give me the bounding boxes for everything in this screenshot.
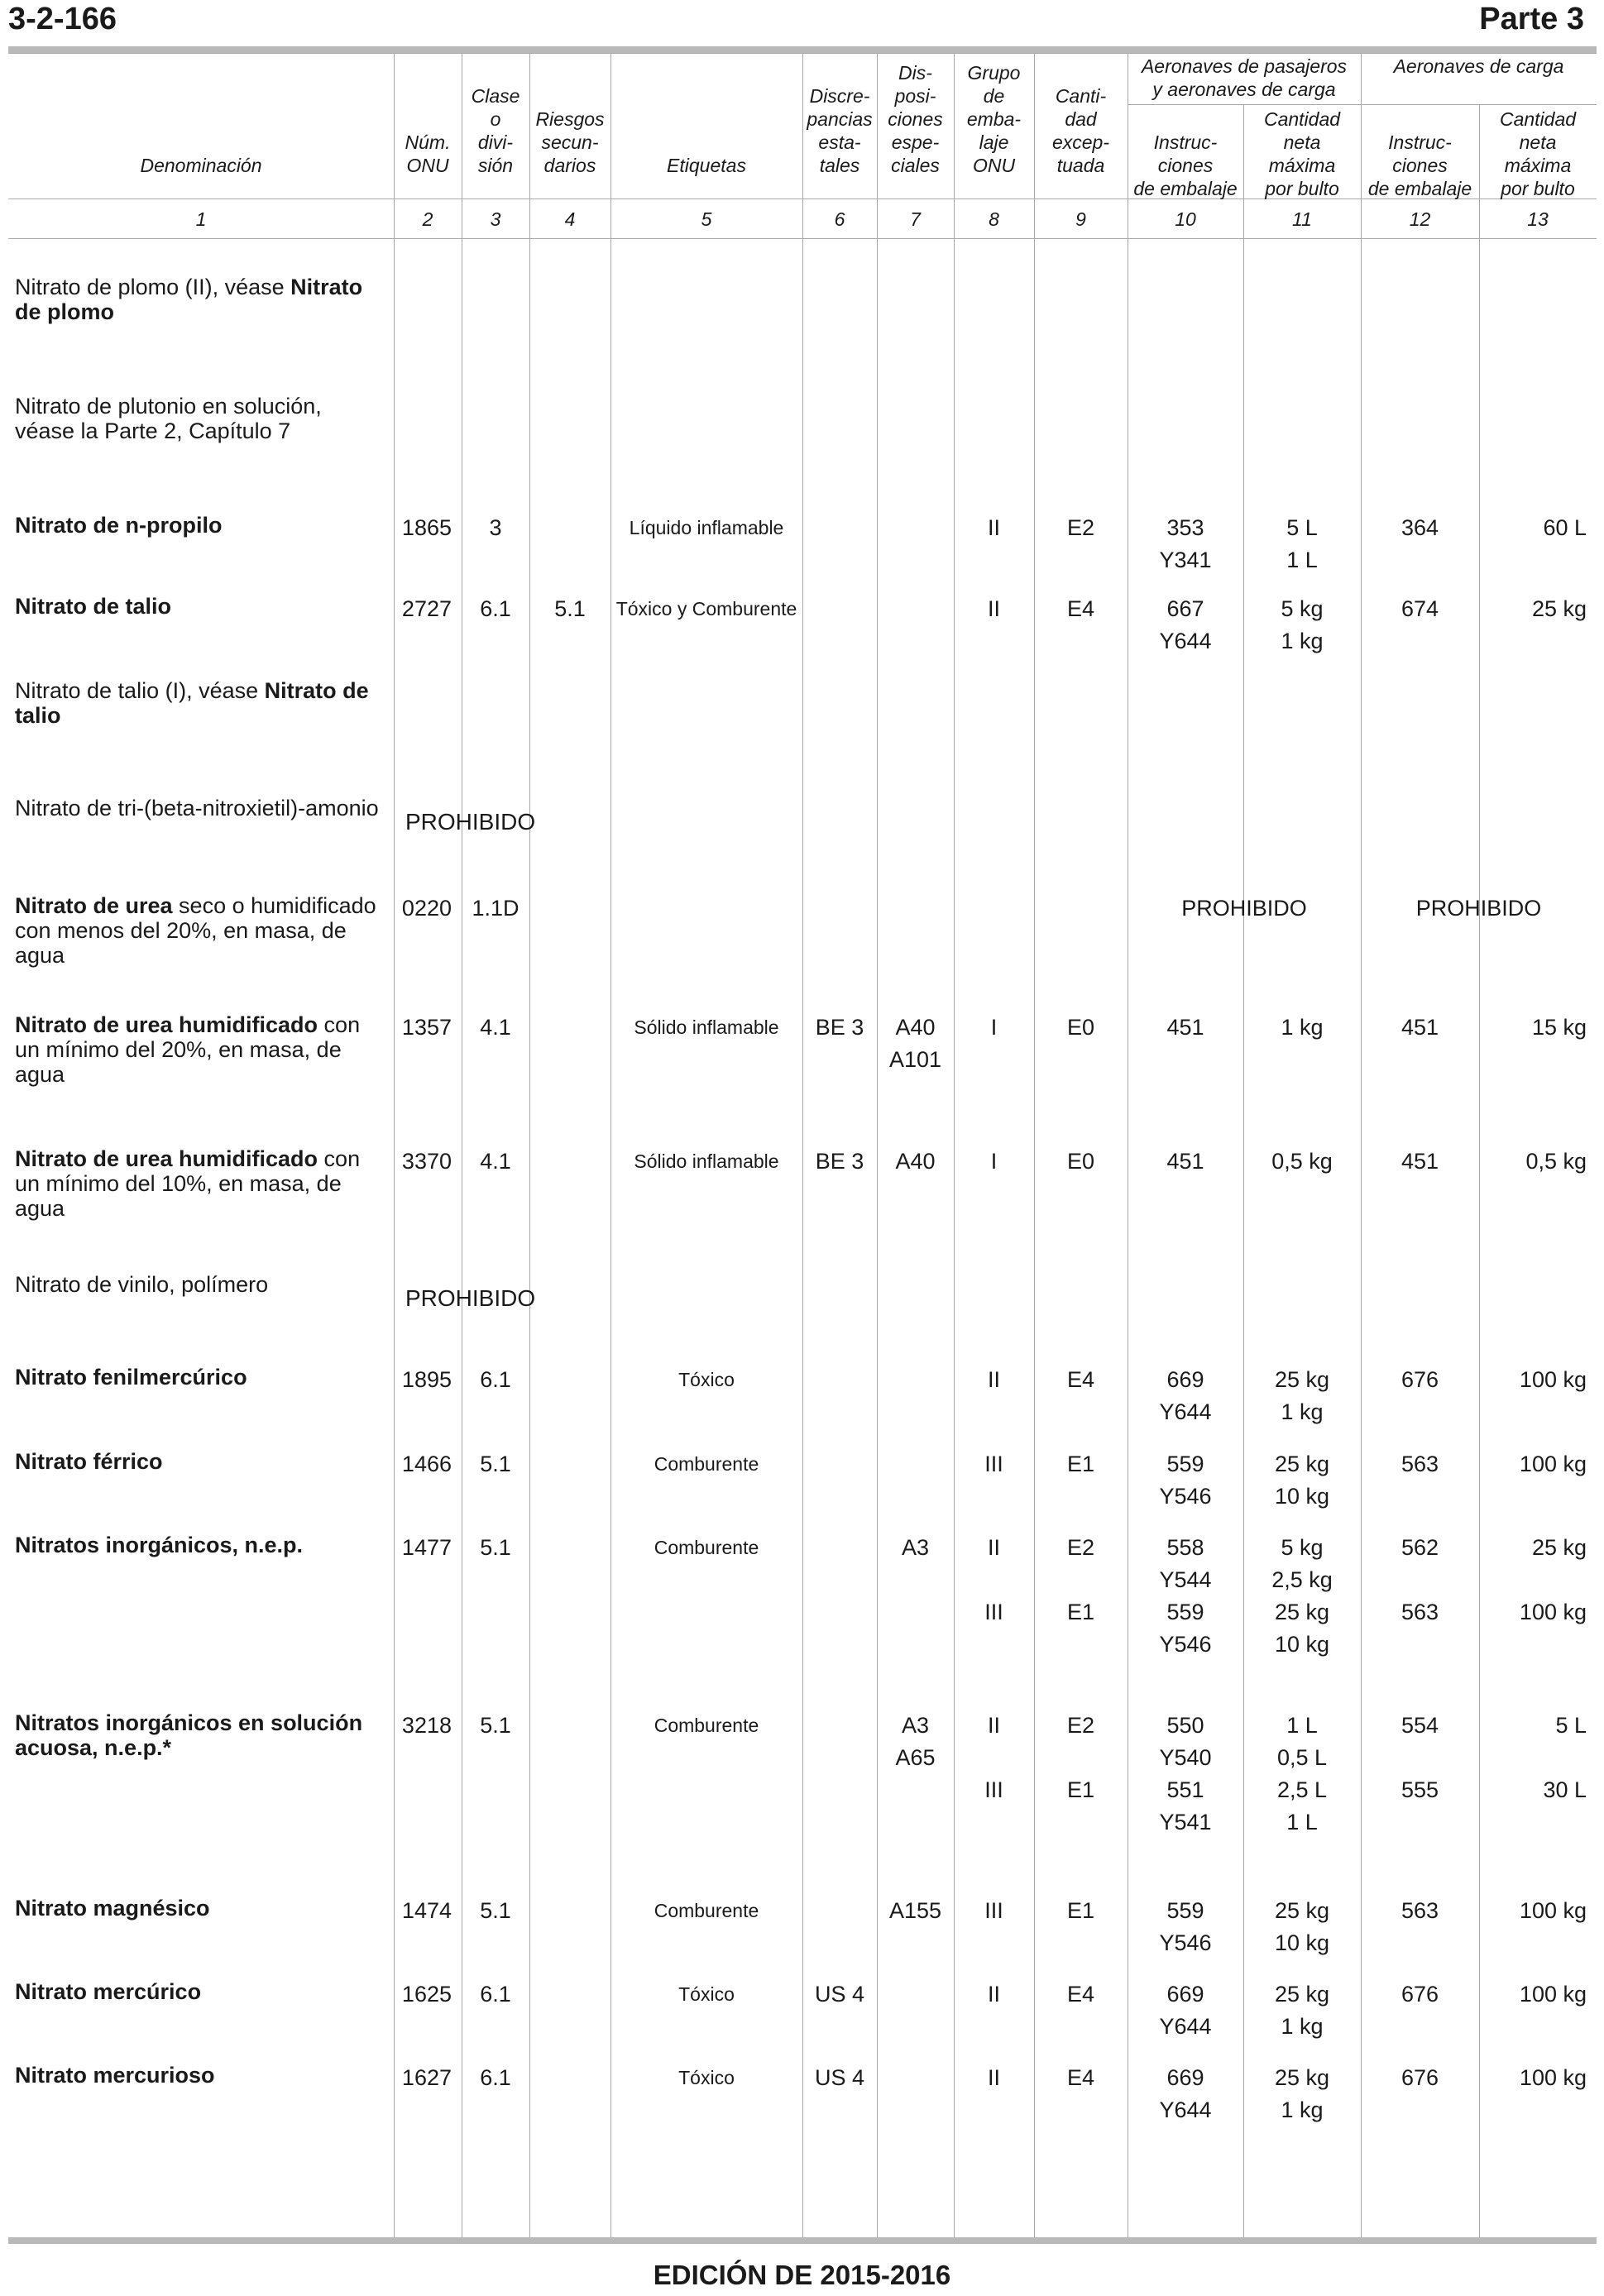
un-number: 1625 [401,1982,452,2007]
cargo-packing-instruction: 451 [1401,1015,1439,1040]
special-provision: A40 [895,1015,936,1040]
un-number: 2727 [401,596,452,621]
pax-packing-instruction: Y544 [1159,1567,1212,1592]
header-aeronaves-pasajeros-line: y aeronaves de carga [1152,79,1336,100]
hazard-label: Tóxico [678,1369,735,1390]
subsidiary-risk: 5.1 [554,596,586,621]
hazard-label: Sólido inflamable [634,1150,779,1172]
state-variation: BE 3 [815,1149,864,1174]
header-riesgos [529,108,610,177]
hazard-label: Sólido inflamable [634,1016,779,1038]
excepted-quantity: E4 [1066,1367,1095,1392]
hazard-label: Comburente [654,1537,759,1558]
packing-group: III [984,1898,1003,1923]
un-number: 3218 [401,1713,452,1738]
substance-name-bold: Nitrato de n-propilo [15,513,223,538]
pax-max-quantity: 1 kg [1281,2097,1324,2122]
substance-name-bold: Nitratos inorgánicos en solución acuosa, n.e.p.* [15,1710,363,1760]
class-division: 6.1 [480,596,511,621]
excepted-quantity: E0 [1066,1149,1095,1174]
substance-name [15,1272,383,1297]
pax-max-quantity: 10 kg [1274,1930,1330,1955]
header-instrucciones-cargo [1361,131,1479,200]
substance-name-bold: Nitrato de urea humidificado [15,1012,318,1037]
header-instrucciones-pax-line: Instruc- [1153,132,1218,153]
header-cantidad-cargo [1479,108,1597,200]
pax-packing-instruction: 559 [1166,1898,1204,1923]
packing-group: I [990,1149,998,1174]
substance-name [15,1979,383,2004]
pax-packing-instruction: 669 [1166,1982,1204,2007]
header-riesgos-line: Riesgos [535,108,605,130]
header-num-onu-line: ONU [406,155,449,176]
cargo-packing-instruction: 676 [1401,1982,1439,2007]
pax-packing-instruction: Y546 [1159,1484,1212,1509]
header-cantidad-exceptuada-line: excep- [1051,132,1110,153]
pax-packing-instruction: Y644 [1159,2097,1212,2122]
header-instrucciones-cargo-line: Instruc- [1388,132,1452,153]
header-instrucciones-pax [1128,131,1243,200]
cargo-packing-instruction: 562 [1401,1535,1439,1560]
pax-packing-instruction: Y541 [1159,1810,1212,1834]
header-cantidad-cargo-line: máxima [1504,155,1572,176]
bottom-rule [8,2237,1597,2244]
class-division: 4.1 [480,1015,511,1040]
substance-name-text: con un mínimo del 20%, en masa, de agua [15,1012,361,1087]
state-variation: US 4 [814,1982,865,2007]
pax-packing-instruction: 559 [1166,1600,1204,1624]
substance-name [15,513,383,538]
un-number: 1474 [401,1898,452,1923]
packing-group: II [987,2065,1000,2090]
substance-name-text: Nitrato de plutonio en solución, véase la Parte 2, Capítulo 7 [15,394,322,443]
class-division: 6.1 [480,1982,511,2007]
excepted-quantity: E2 [1066,1535,1095,1560]
cargo-max-quantity: 100 kg [1519,1452,1587,1476]
substance-name-bold: Nitrato férrico [15,1449,163,1474]
cargo-max-quantity: 0,5 kg [1525,1149,1587,1174]
substance-name-bold: Nitrato fenilmercúrico [15,1365,247,1390]
header-etiquetas-line: Etiquetas [667,155,746,176]
group-header-rule [1128,104,1597,105]
pax-max-quantity: 1 L [1286,548,1318,572]
class-division: 5.1 [480,1898,511,1923]
state-variation: BE 3 [815,1015,864,1040]
hazard-label: Tóxico y Comburente [615,598,797,619]
header-discrepancias-line: esta- [818,132,861,153]
hazard-label: Comburente [654,1715,759,1736]
substance-name-bold: Nitrato mercurioso [15,2063,215,2088]
class-division: 3 [489,515,502,540]
substance-name-text: seco o humidificado con menos del 20%, en masa, de agua [15,893,376,968]
cargo-packing-instruction: 555 [1401,1777,1439,1802]
pax-packing-instruction: 559 [1166,1452,1204,1476]
column-number: 9 [1075,208,1086,230]
class-division: 5.1 [480,1535,511,1560]
header-cantidad-pax-line: máxima [1268,155,1336,176]
cargo-packing-instruction: 674 [1401,596,1439,621]
substance-name [15,2063,383,2088]
header-discrepancias-line: tales [819,155,860,176]
header-cantidad-exceptuada-line: tuada [1056,155,1105,176]
header-disposiciones-line: posi- [894,85,936,107]
pax-max-quantity: 25 kg [1274,1600,1330,1624]
header-cantidad-pax-line: neta [1283,132,1321,153]
special-provision: A3 [901,1713,930,1738]
header-clase-line: sión [477,155,514,176]
hazard-label: Líquido inflamable [629,517,784,538]
substance-name [15,275,383,324]
header-aeronaves-carga-line: Aeronaves de carga [1393,55,1564,77]
substance-name-bold: Nitrato mercúrico [15,1979,202,2004]
substance-name-bold: Nitrato de urea humidificado [15,1146,318,1171]
cargo-max-quantity: 100 kg [1519,1367,1587,1392]
pax-max-quantity: 2,5 kg [1271,1567,1333,1592]
substance-name-text: Nitrato de tri-(beta-nitroxietil)-amonio [15,796,379,820]
cargo-packing-instruction: 676 [1401,1367,1439,1392]
header-denominacion [8,154,394,177]
column-divider [802,53,803,2237]
pax-packing-instruction: 353 [1166,515,1204,540]
cargo-packing-instruction: 451 [1401,1149,1439,1174]
pax-packing-instruction: 551 [1166,1777,1204,1802]
excepted-quantity: E4 [1066,2065,1095,2090]
un-number: 1357 [401,1015,452,1040]
cargo-max-quantity: 100 kg [1519,1898,1587,1923]
header-cantidad-cargo-line: Cantidad [1499,108,1577,130]
cargo-packing-instruction: 563 [1401,1898,1439,1923]
un-number: 3370 [401,1149,452,1174]
header-grupo-embalaje-line: ONU [972,155,1016,176]
excepted-quantity: E2 [1066,515,1095,540]
pax-max-quantity: 10 kg [1274,1632,1330,1657]
pax-max-quantity: 25 kg [1274,1367,1330,1392]
excepted-quantity: E1 [1066,1898,1095,1923]
pax-packing-instruction: Y644 [1159,2014,1212,2039]
header-instrucciones-pax-line: ciones [1157,155,1214,176]
pax-max-quantity: 2,5 L [1276,1777,1328,1802]
pax-packing-instruction: 558 [1166,1535,1204,1560]
substance-name [15,678,383,728]
special-provision: A101 [888,1047,942,1072]
excepted-quantity: E1 [1066,1600,1095,1624]
header-cantidad-pax-line: Cantidad [1263,108,1341,130]
header-disposiciones-line: Dis- [898,62,932,84]
excepted-quantity: E4 [1066,596,1095,621]
column-number: 7 [910,208,921,230]
class-division: 5.1 [480,1452,511,1476]
pax-packing-instruction: Y644 [1159,629,1212,653]
column-number: 13 [1527,208,1549,230]
header-instrucciones-cargo-line: de embalaje [1367,178,1472,199]
header-disposiciones-line: espe- [891,132,940,153]
pax-max-quantity: 5 kg [1281,596,1324,621]
header-riesgos-line: darios [543,155,596,176]
special-provision: A65 [895,1745,936,1770]
packing-group: III [984,1777,1003,1802]
un-number: 1477 [401,1535,452,1560]
header-grupo-embalaje-line: Grupo [967,62,1021,84]
cargo-max-quantity: 60 L [1543,515,1587,540]
header-disposiciones [877,61,954,177]
header-grupo-embalaje-line: de [983,85,1005,107]
header-discrepancias-line: Discre- [809,85,870,107]
substance-name-bold: Nitrato de talio [15,594,172,619]
pax-packing-instruction: 451 [1166,1015,1204,1040]
header-aeronaves-pasajeros [1128,55,1361,101]
pax-packing-instruction: Y546 [1159,1632,1212,1657]
substance-name-bold: Nitrato de talio [15,678,369,728]
pax-max-quantity: 25 kg [1274,2065,1330,2090]
class-division: 5.1 [480,1713,511,1738]
cargo-max-quantity: 25 kg [1531,1535,1587,1560]
packing-group: II [987,1367,1000,1392]
pax-packing-instruction: Y546 [1159,1930,1212,1955]
pax-max-quantity: 25 kg [1274,1452,1330,1476]
pax-packing-instruction: 669 [1166,2065,1204,2090]
cargo-packing-instruction: 364 [1401,515,1439,540]
un-number: 1895 [401,1367,452,1392]
packing-group: III [984,1452,1003,1476]
pax-packing-instruction: Y644 [1159,1399,1212,1424]
pax-prohibited: PROHIBIDO [1181,896,1307,921]
pax-max-quantity: 0,5 L [1276,1745,1328,1770]
header-clase-line: divi- [477,132,514,153]
substance-name-bold: Nitratos inorgánicos, n.e.p. [15,1533,304,1557]
pax-max-quantity: 1 L [1286,1713,1318,1738]
special-provision: A3 [901,1535,930,1560]
header-aeronaves-pasajeros-line: Aeronaves de pasajeros [1141,55,1348,77]
column-divider [529,53,530,2237]
pax-packing-instruction: Y540 [1159,1745,1212,1770]
column-number: 1 [195,208,207,230]
substance-name [15,1449,383,1474]
pax-packing-instruction: 550 [1166,1713,1204,1738]
header-grupo-embalaje [954,61,1034,177]
excepted-quantity: E2 [1066,1713,1095,1738]
header-cantidad-pax [1243,108,1361,200]
header-instrucciones-cargo-line: ciones [1392,155,1448,176]
packing-group: II [987,1982,1000,2007]
pax-max-quantity: 1 L [1286,1810,1318,1834]
cargo-packing-instruction: 554 [1401,1713,1439,1738]
header-num-onu-line: Núm. [405,132,451,153]
column-number: 10 [1175,208,1196,230]
un-number: 1466 [401,1452,452,1476]
header-discrepancias [802,84,877,177]
header-cantidad-pax-line: por bulto [1265,178,1339,199]
special-provision: A155 [888,1898,942,1923]
pax-max-quantity: 25 kg [1274,1982,1330,2007]
column-number: 8 [989,208,999,230]
cargo-max-quantity: 100 kg [1519,1600,1587,1624]
hazard-label: Tóxico [678,2067,735,2088]
cargo-packing-instruction: 563 [1401,1452,1439,1476]
part-title: Parte 3 [1479,2,1584,36]
substance-name [15,1012,383,1087]
class-division: 6.1 [480,1367,511,1392]
cargo-max-quantity: 100 kg [1519,2065,1587,2090]
cargo-max-quantity: 25 kg [1531,596,1587,621]
substance-name-text: Nitrato de talio (I), véase [15,678,265,703]
pax-max-quantity: 1 kg [1281,1015,1324,1040]
substance-name [15,893,383,968]
header-disposiciones-line: ciones [888,108,943,130]
special-provision: A40 [895,1149,936,1174]
pax-max-quantity: 1 kg [1281,2014,1324,2039]
pax-packing-instruction: 451 [1166,1149,1204,1174]
excepted-quantity: E0 [1066,1015,1095,1040]
column-number: 4 [564,208,576,230]
column-number: 6 [834,208,845,230]
header-denominacion-line: Denominación [140,155,262,176]
substance-name [15,1533,383,1557]
cargo-max-quantity: 30 L [1543,1777,1587,1802]
packing-group: II [987,1535,1000,1560]
substance-name [15,1146,383,1221]
excepted-quantity: E4 [1066,1982,1095,2007]
substance-name-text: Nitrato de vinilo, polímero [15,1272,269,1297]
header-cantidad-cargo-line: por bulto [1501,178,1575,199]
page-number: 3-2-166 [8,2,117,36]
substance-name-text: Nitrato de plomo (II), véase [15,275,291,299]
header-riesgos-line: secun- [541,132,599,153]
packing-group: III [984,1600,1003,1624]
column-number: 2 [422,208,433,230]
packing-group: I [990,1015,998,1040]
column-number: 11 [1292,208,1312,230]
cargo-max-quantity: 100 kg [1519,1982,1587,2007]
prohibited-text: PROHIBIDO [405,1285,536,1311]
header-etiquetas [610,154,802,177]
header-cantidad-cargo-line: neta [1519,132,1557,153]
header-grupo-embalaje-line: emba- [966,108,1022,130]
header-grupo-embalaje-line: laje [979,132,1009,153]
header-instrucciones-pax-line: de embalaje [1133,178,1238,199]
substance-name-text: con un mínimo del 10%, en masa, de agua [15,1146,361,1221]
hazard-label: Comburente [654,1900,759,1921]
header-cantidad-exceptuada-line: dad [1065,108,1097,130]
pax-max-quantity: 25 kg [1274,1898,1330,1923]
class-division: 6.1 [480,2065,511,2090]
pax-max-quantity: 5 L [1286,515,1318,540]
header-aeronaves-carga [1361,55,1597,78]
substance-name-bold: Nitrato de plomo [15,275,363,324]
edition-footer: EDICIÓN DE 2015-2016 [653,2260,951,2290]
substance-name [15,1896,383,1921]
cargo-max-quantity: 5 L [1555,1713,1587,1738]
substance-name-bold: Nitrato magnésico [15,1896,210,1921]
substance-name-bold: Nitrato de urea [15,893,173,918]
substance-name [15,594,383,619]
header-disposiciones-line: ciales [891,155,940,176]
header-num-onu [394,131,462,177]
hazard-label: Comburente [654,1453,759,1475]
pax-max-quantity: 1 kg [1281,1399,1324,1424]
pax-max-quantity: 5 kg [1281,1535,1324,1560]
header-clase-line: o [490,108,501,130]
substance-name [15,1710,383,1760]
header-discrepancias-line: pancias [807,108,873,130]
cargo-packing-instruction: 563 [1401,1600,1439,1624]
class-division: 1.1D [472,896,520,921]
top-rule [8,46,1597,53]
packing-group: II [987,1713,1000,1738]
header-cantidad-exceptuada-line: Canti- [1055,85,1107,107]
column-number: 5 [701,208,712,230]
header-cantidad-exceptuada [1034,84,1128,177]
pax-packing-instruction: Y341 [1159,548,1212,572]
header-clase-line: Clase [471,85,520,107]
un-number: 1865 [401,515,452,540]
excepted-quantity: E1 [1066,1777,1095,1802]
hazard-label: Tóxico [678,1983,735,2005]
state-variation: US 4 [814,2065,865,2090]
substance-name [15,796,383,820]
column-number: 12 [1409,208,1431,230]
cargo-prohibited: PROHIBIDO [1415,896,1542,921]
pax-packing-instruction: 667 [1166,596,1204,621]
cargo-packing-instruction: 676 [1401,2065,1439,2090]
substance-name [15,1365,383,1390]
pax-max-quantity: 10 kg [1274,1484,1330,1509]
class-division: 4.1 [480,1149,511,1174]
un-number: 0220 [401,896,452,921]
column-number: 3 [490,208,501,230]
prohibited-text: PROHIBIDO [405,809,536,835]
un-number: 1627 [401,2065,452,2090]
pax-max-quantity: 1 kg [1281,629,1324,653]
packing-group: II [987,596,1000,621]
pax-packing-instruction: 669 [1166,1367,1204,1392]
substance-name [15,394,383,443]
pax-max-quantity: 0,5 kg [1271,1149,1333,1174]
packing-group: II [987,515,1000,540]
header-clase [462,84,529,177]
cargo-max-quantity: 15 kg [1531,1015,1587,1040]
excepted-quantity: E1 [1066,1452,1095,1476]
